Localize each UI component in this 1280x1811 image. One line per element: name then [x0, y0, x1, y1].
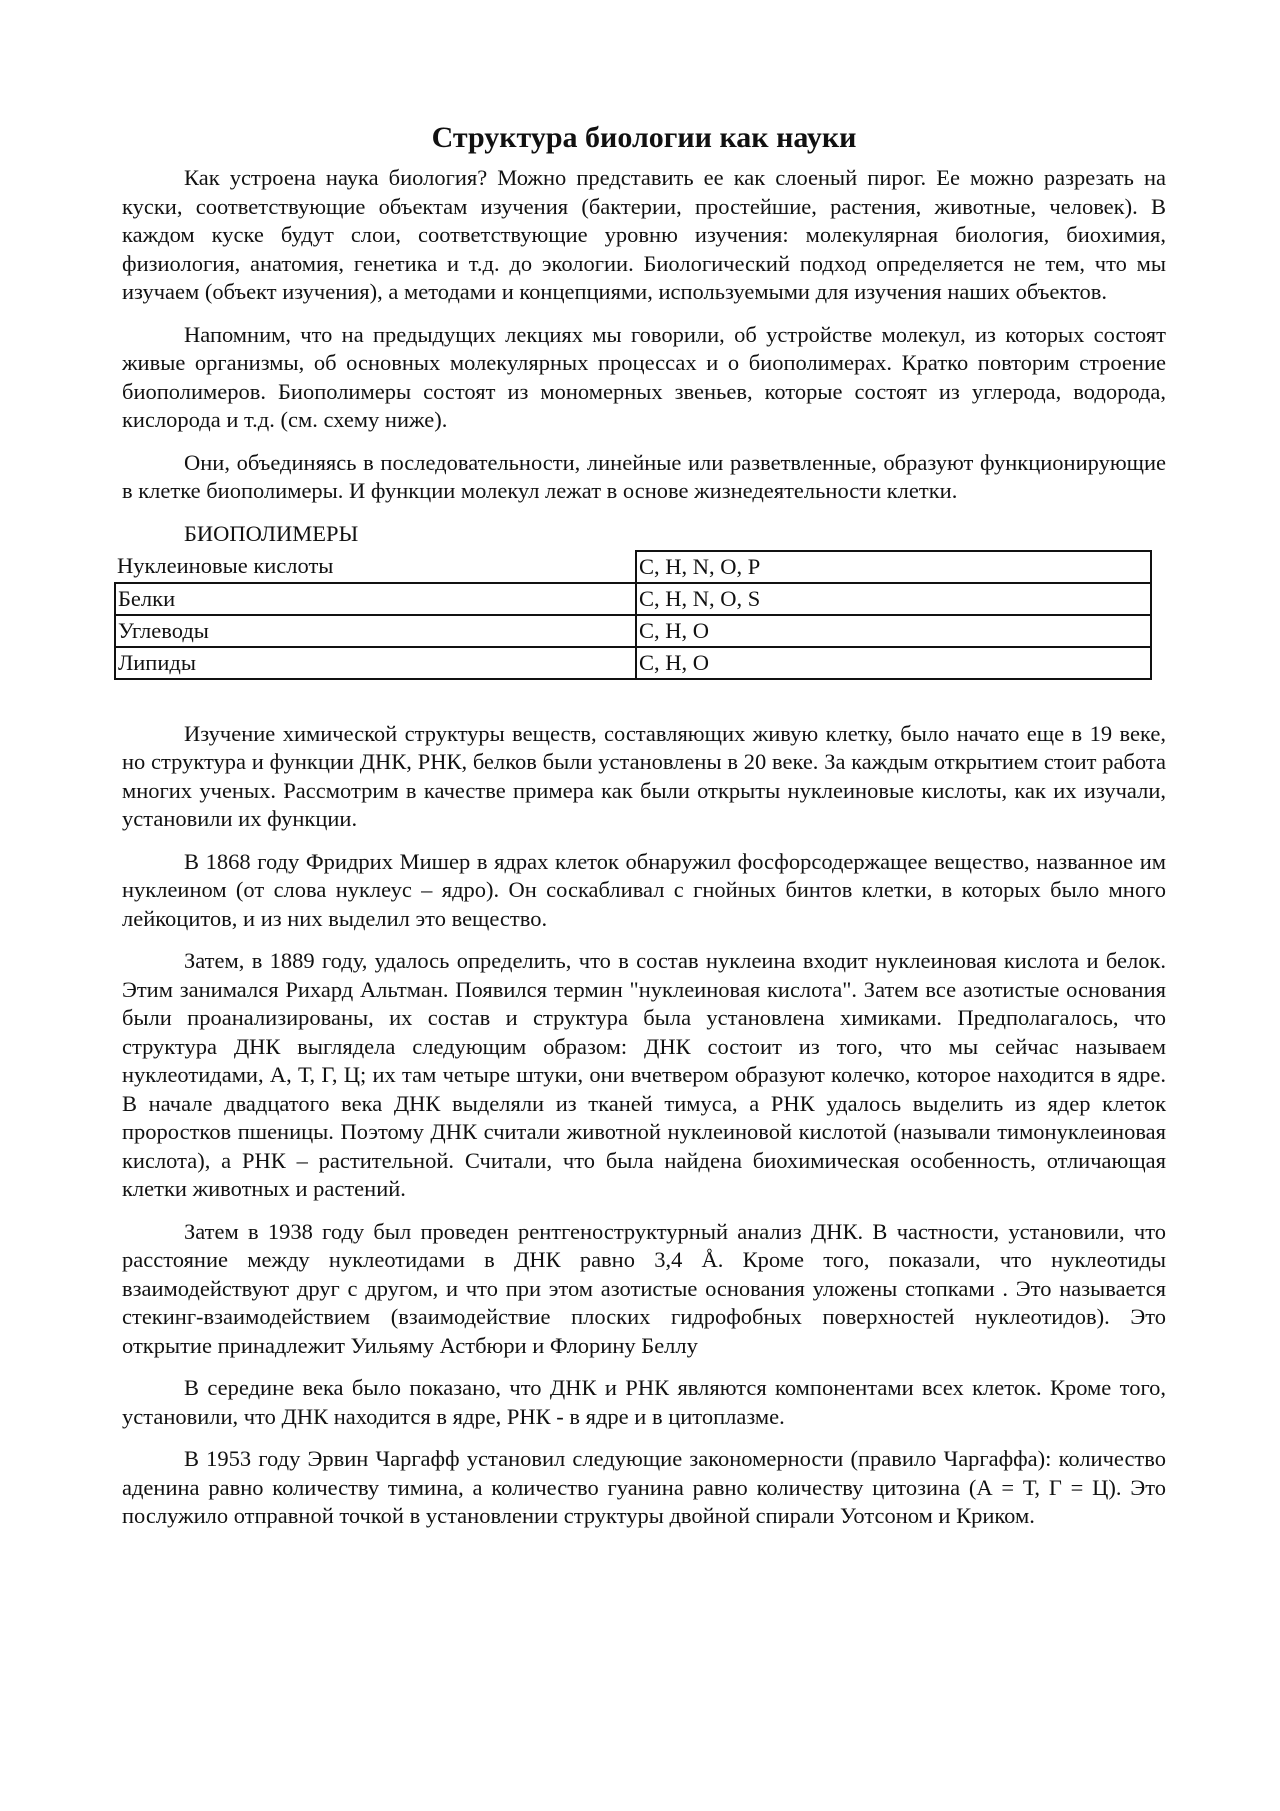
paragraph-history-5: В середине века было показано, что ДНК и РНК являются компонентами всех клеток. Кроме того, установили, что ДНК находится в ядре, РНК - в ядре и в цитоплазме.: [122, 1375, 1166, 1429]
table-row: [115, 647, 1151, 679]
table-cell-name: Углеводы: [115, 615, 636, 647]
table-cell-elements: C, H, O: [636, 647, 1151, 679]
table-row: [115, 615, 1151, 647]
paragraph-history-2: В 1868 году Фридрих Мишер в ядрах клеток обнаружил фосфорсодержащее вещество, названное им нуклеином (от слова нуклеус – ядро). Он соскабливал с гнойных бинтов клетки, в которых было много лейкоцитов, и из них выделил это вещество.: [122, 848, 1166, 931]
table-cell-elements: C, H, O: [636, 615, 1151, 647]
table-cell-name: Нуклеиновые кислоты: [115, 551, 636, 583]
table-cell-name: Белки: [115, 583, 636, 615]
paragraph-history-4: Затем в 1938 году был проведен рентгеноструктурный анализ ДНК. В частности, установили, что расстояние между нуклеотидами в ДНК равно 3,4 Å. Кроме того, показали, что нуклеотиды взаимодействуют друг с другом, и что при этом азотистые основания уложены стопками . Это называется стекинг-взаимодействием (взаимодействие плоских гидрофобных поверхностей нуклеотидов). Это открытие принадлежит Уильяму Астбюри и Флорину Беллу: [122, 1218, 1166, 1358]
paragraph-history-6: В 1953 году Эрвин Чаргафф установил следующие закономерности (правило Чаргаффа): количество аденина равно количеству тимина, а количество гуанина равно количеству цитозина (А = Т, Г = Ц). Это послужило отправной точкой в установлении структуры двойной спирали Уотсоном и Криком.: [122, 1446, 1166, 1528]
paragraph-intro-3: Они, объединяясь в последовательности, линейные или разветвленные, образуют функционирующие в клетке биополимеры. И функции молекул лежат в основе жизнедеятельности клетки.: [122, 449, 1166, 503]
table-caption: БИОПОЛИМЕРЫ: [184, 520, 359, 546]
document-title: Структура биологии как науки: [431, 121, 857, 154]
table-cell-name: Липиды: [115, 647, 636, 679]
paragraph-history-3: Затем, в 1889 году, удалось определить, что в состав нуклеина входит нуклеиновая кислота и белок. Этим занимался Рихард Альтман. Появился термин "нуклеиновая кислота". Затем все азотистые основания были проанализированы, их состав и структура была установлена химиками. Предполагалось, что структура ДНК выглядела следующим образом: ДНК состоит из того, что мы сейчас называем нуклеотидами, А, Т, Г, Ц; их там четыре штуки, они вчетвером образуют колечко, которое находится в ядре. В начале двадцатого века ДНК выделяли из тканей тимуса, а РНК удалось выделить из ядер клеток проростков пшеницы. Поэтому ДНК считали животной нуклеиновой кислотой (называли тимонуклеиновая кислота), а РНК – растительной. Считали, что была найдена биохимическая особенность, отличающая клетки животных и растений.: [122, 948, 1166, 1201]
table-row: [115, 583, 1151, 615]
document-page: [117, 118, 1166, 1545]
biopolymers-table: [114, 550, 1152, 680]
paragraph-history-1: Изучение химической структуры веществ, составляющих живую клетку, было начато еще в 19 веке, но структура и функции ДНК, РНК, белков были установлены в 20 веке. За каждым открытием стоит работа многих ученых. Рассмотрим в качестве примера как были открыты нуклеиновые кислоты, как их изучали, установили их функции.: [122, 720, 1166, 831]
paragraph-intro-1: Как устроена наука биология? Можно представить ее как слоеный пирог. Ее можно разрезать на куски, соответствующие объектам изучения (бактерии, простейшие, растения, животные, человек). В каждом куске будут слои, соответствующие уровню изучения: молекулярная биология, биохимия, физиология, анатомия, генетика и т.д. до экологии. Биологический подход определяется не тем, что мы изучаем (объект изучения), а методами и концепциями, используемыми для изучения наших объектов.: [122, 165, 1166, 304]
table-cell-elements: C, H, N, O, P: [636, 551, 1151, 583]
table-row: [115, 551, 1151, 583]
table-cell-elements: C, H, N, O, S: [636, 583, 1151, 615]
paragraph-intro-2: Напомним, что на предыдущих лекциях мы говорили, об устройстве молекул, из которых состоят живые организмы, об основных молекулярных процессах и о биополимерах. Кратко повторим строение биополимеров. Биополимеры состоят из мономерных звеньев, которые состоят из углерода, водорода, кислорода и т.д. (см. схему ниже).: [122, 321, 1166, 432]
